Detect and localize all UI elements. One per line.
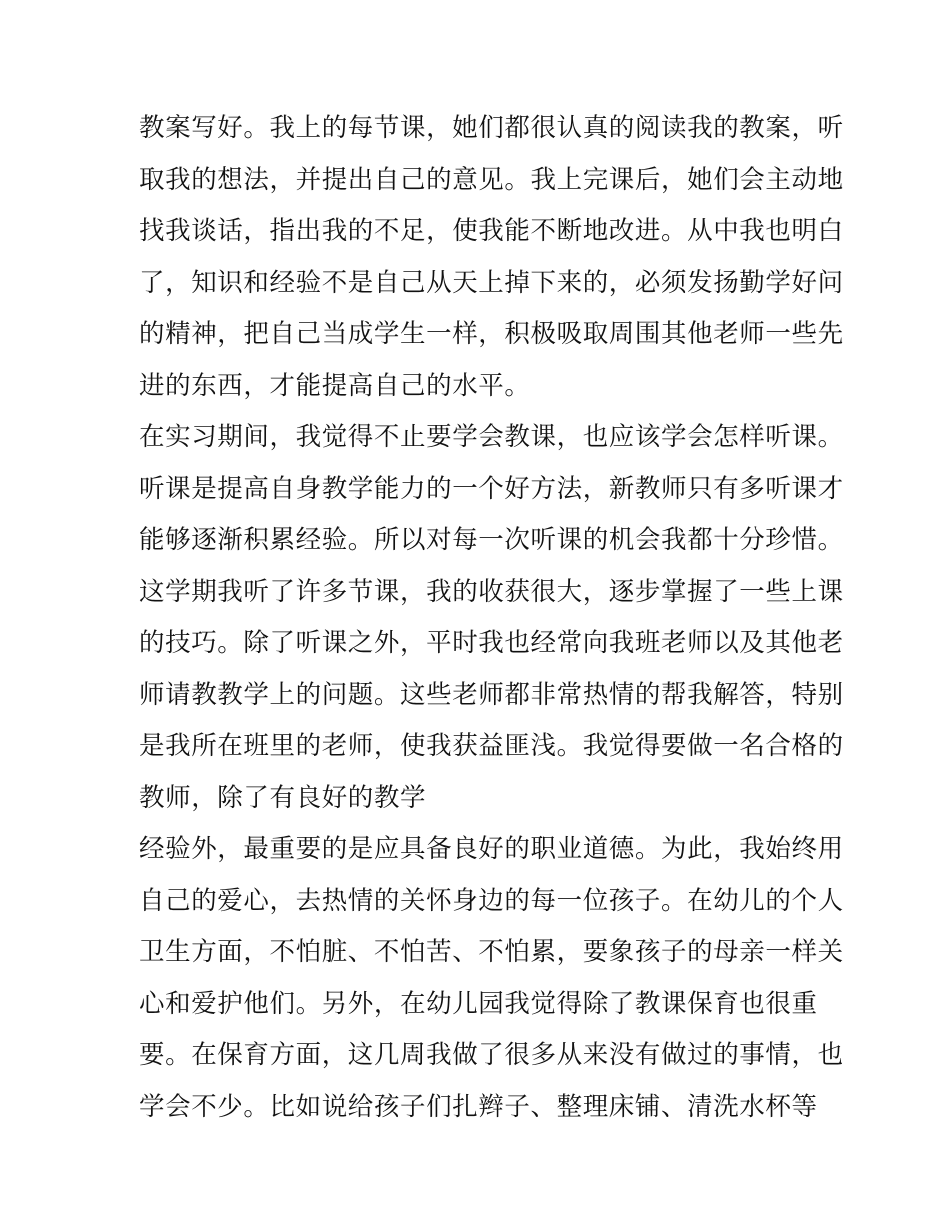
- text-line: 进的东西，才能提高自己的水平。: [139, 370, 531, 401]
- text-line: 能够逐渐积累经验。所以对每一次听课的机会我都十分珍惜。: [139, 525, 844, 555]
- text-line: 教师，除了有良好的教学: [139, 782, 427, 813]
- text-line: 要。在保育方面，这几周我做了很多从来没有做过的事情，也: [139, 1040, 844, 1070]
- text-line: 卫生方面，不怕脏、不怕苦、不怕累，要象孩子的母亲一样关: [139, 937, 844, 967]
- text-line: 的精神，把自己当成学生一样，积极吸取周围其他老师一些先: [139, 319, 844, 349]
- body-text: [139, 103, 844, 1133]
- text-line: 自己的爱心，去热情的关怀身边的每一位孩子。在幼儿的个人: [139, 885, 844, 916]
- text-line: 是我所在班里的老师，使我获益匪浅。我觉得要做一名合格的: [139, 731, 844, 761]
- text-line: 取我的想法，并提出自己的意见。我上完课后，她们会主动地: [139, 164, 844, 195]
- text-line: 了，知识和经验不是自己从天上掉下来的，必须发扬勤学好问: [139, 267, 844, 298]
- text-line: 找我谈话，指出我的不足，使我能不断地改进。从中我也明白: [139, 216, 844, 246]
- text-line: 在实习期间，我觉得不止要学会教课，也应该学会怎样听课。: [139, 422, 844, 452]
- text-line: 经验外，最重要的是应具备良好的职业道德。为此，我始终用: [139, 834, 844, 864]
- text-line: 的技巧。除了听课之外，平时我也经常向我班老师以及其他老: [139, 628, 844, 658]
- text-line: 这学期我听了许多节课，我的收获很大，逐步掌握了一些上课: [139, 576, 844, 607]
- text-line: 学会不少。比如说给孩子们扎辫子、整理床铺、清洗水杯等: [139, 1091, 818, 1122]
- text-line: 教案写好。我上的每节课，她们都很认真的阅读我的教案，听: [139, 113, 844, 143]
- text-line: 师请教教学上的问题。这些老师都非常热情的帮我解答，特别: [139, 679, 844, 710]
- text-line: 心和爱护他们。另外，在幼儿园我觉得除了教课保育也很重: [139, 988, 818, 1019]
- text-line: 听课是提高自身教学能力的一个好方法，新教师只有多听课才: [139, 473, 844, 504]
